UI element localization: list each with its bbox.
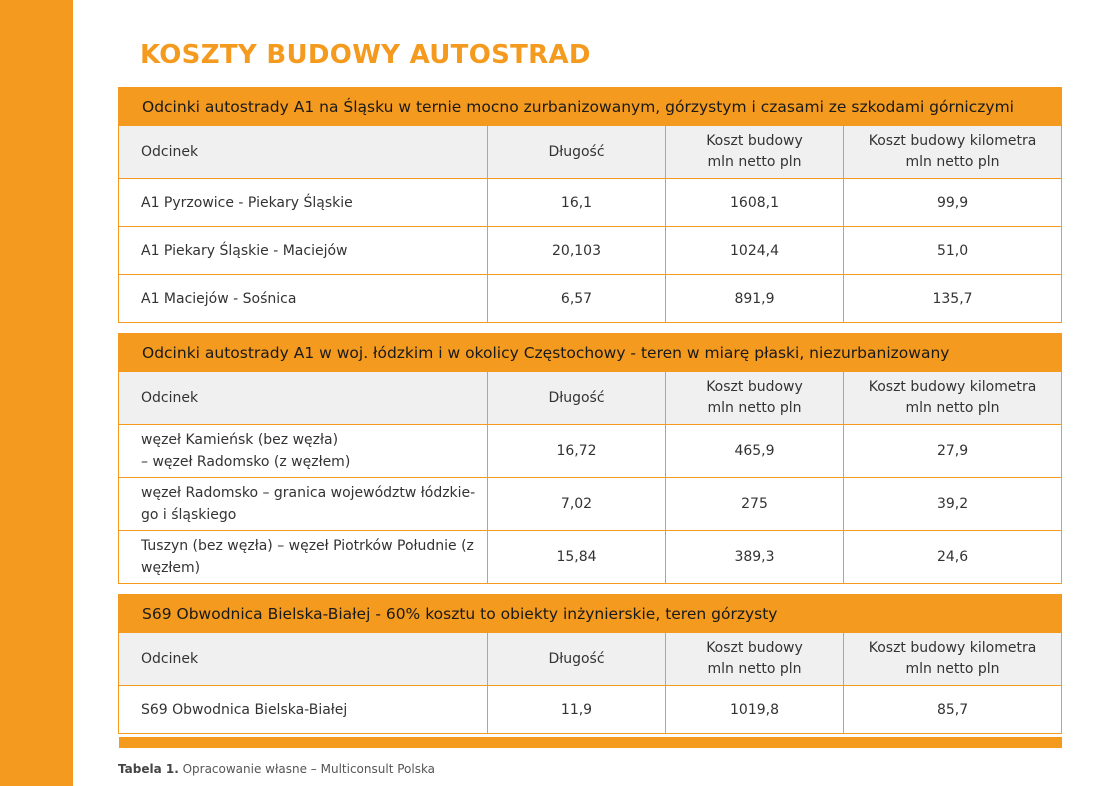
cell-koszt: 389,3 [666,531,844,584]
column-header-koszt-km: Koszt budowy kilometra mln netto pln [844,633,1062,686]
page-title: KOSZTY BUDOWY AUTOSTRAD [140,40,591,70]
column-header-koszt-km: Koszt budowy kilometra mln netto pln [844,126,1062,179]
caption-text: Opracowanie własne – Multiconsult Polska [178,762,436,776]
cell-odcinek: węzeł Radomsko – granica województw łódzkie-go i śląskiego [119,478,488,531]
cell-odcinek: A1 Maciejów - Sośnica [119,275,488,323]
cell-dlugosc: 16,1 [488,179,666,227]
cell-odcinek: A1 Pyrzowice - Piekary Śląskie [119,179,488,227]
side-accent-bar [0,0,73,786]
cell-dlugosc: 20,103 [488,227,666,275]
table-caption [118,762,435,776]
table-bottom-bar [119,737,1062,748]
cell-odcinek: Tuszyn (bez węzła) – węzeł Piotrków Południe (z węzłem) [119,531,488,584]
cell-koszt-km: 39,2 [844,478,1062,531]
column-header-odcinek: Odcinek [119,633,488,686]
caption-label: Tabela 1. [118,762,179,776]
column-header-row [119,633,1062,686]
column-header-koszt-km: Koszt budowy kilometra mln netto pln [844,372,1062,425]
section-spacer [119,323,1062,334]
cell-koszt: 1019,8 [666,686,844,734]
column-header-odcinek: Odcinek [119,126,488,179]
column-header-dlugosc: Długość [488,126,666,179]
cell-dlugosc: 6,57 [488,275,666,323]
section-heading-row [119,87,1062,126]
table-row [119,275,1062,323]
cell-koszt-km: 135,7 [844,275,1062,323]
cost-table [118,87,1062,748]
section-heading: Odcinki autostrady A1 na Śląsku w ternie mocno zurbanizowanym, górzystym i czasami ze szkodami górniczymi [119,87,1062,126]
cell-koszt-km: 24,6 [844,531,1062,584]
column-header-row [119,126,1062,179]
cell-koszt-km: 99,9 [844,179,1062,227]
cell-koszt: 1024,4 [666,227,844,275]
column-header-odcinek: Odcinek [119,372,488,425]
section-heading-row [119,333,1062,372]
section-heading: S69 Obwodnica Bielska-Białej - 60% kosztu to obiekty inżynierskie, teren górzysty [119,594,1062,633]
cell-koszt-km: 51,0 [844,227,1062,275]
cell-koszt: 275 [666,478,844,531]
cell-koszt: 1608,1 [666,179,844,227]
column-header-dlugosc: Długość [488,372,666,425]
table-row [119,227,1062,275]
section-heading: Odcinki autostrady A1 w woj. łódzkim i w okolicy Częstochowy - teren w miarę płaski, niezurbanizowany [119,333,1062,372]
column-header-dlugosc: Długość [488,633,666,686]
section-spacer [119,584,1062,595]
table-row [119,478,1062,531]
cell-odcinek: A1 Piekary Śląskie - Maciejów [119,227,488,275]
cell-dlugosc: 16,72 [488,425,666,478]
cell-dlugosc: 15,84 [488,531,666,584]
cell-odcinek: S69 Obwodnica Bielska-Białej [119,686,488,734]
column-header-row [119,372,1062,425]
cell-koszt: 465,9 [666,425,844,478]
column-header-koszt: Koszt budowy mln netto pln [666,126,844,179]
table-row [119,425,1062,478]
cell-koszt-km: 85,7 [844,686,1062,734]
cell-dlugosc: 11,9 [488,686,666,734]
column-header-koszt: Koszt budowy mln netto pln [666,372,844,425]
table-row [119,531,1062,584]
cell-odcinek: węzeł Kamieńsk (bez węzła) – węzeł Radomsko (z węzłem) [119,425,488,478]
cell-dlugosc: 7,02 [488,478,666,531]
section-heading-row [119,594,1062,633]
table-row [119,179,1062,227]
table-row [119,686,1062,734]
column-header-koszt: Koszt budowy mln netto pln [666,633,844,686]
cell-koszt: 891,9 [666,275,844,323]
cell-koszt-km: 27,9 [844,425,1062,478]
